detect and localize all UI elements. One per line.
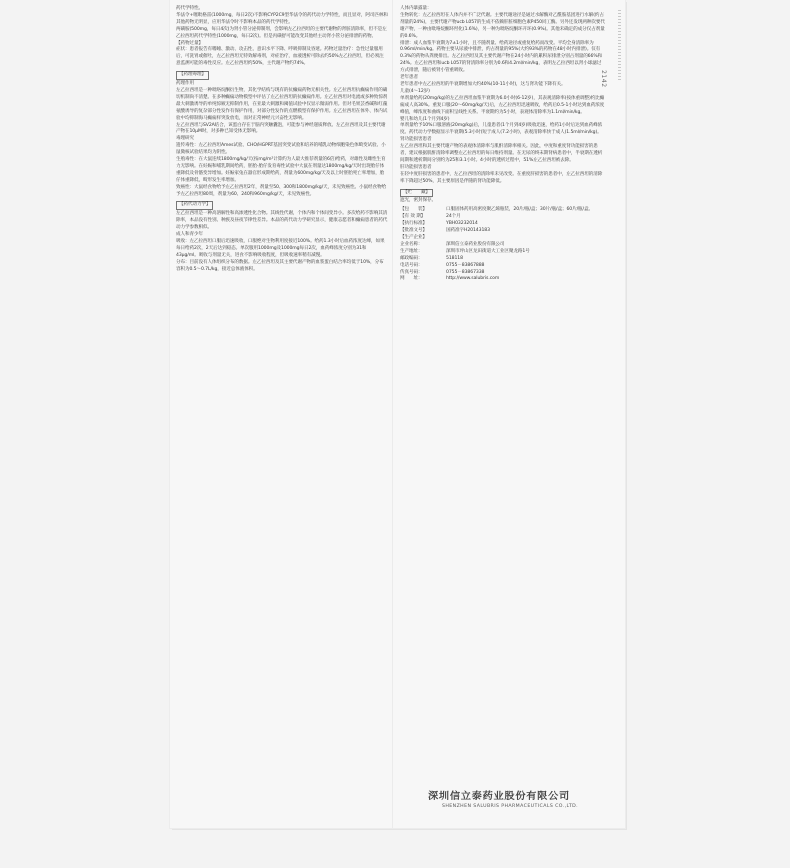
product-info-label: 生产地址： bbox=[400, 248, 423, 254]
product-info-row bbox=[400, 228, 605, 235]
section-heading: 【药代动力学】 bbox=[176, 201, 213, 210]
paragraph: 【药物过量】 bbox=[176, 40, 203, 46]
product-info-row bbox=[400, 256, 605, 263]
product-info-value: 0755－83867888 bbox=[446, 262, 485, 268]
product-info-label: 网 址： bbox=[400, 276, 423, 282]
product-info-row bbox=[400, 214, 605, 221]
paragraph: 老年患者中左乙拉西坦的半衰期增加大约40%(10-11小时)，这与肾功能下降有关。 bbox=[400, 81, 566, 87]
paragraph: 人体内暴露量： bbox=[400, 6, 432, 11]
paragraph: 肾功能损害患者 bbox=[400, 137, 432, 143]
column-divider bbox=[392, 0, 393, 828]
paragraph: 儿童(4～12岁) bbox=[400, 88, 430, 94]
product-info-value: 国药准字H20143183 bbox=[446, 228, 490, 234]
paragraph: 遮光，密封保存。 bbox=[400, 198, 436, 204]
paragraph: 排泄：成人血浆半衰期为7±1小时，且不随剂量、给药途径或重复给药而改变。平均全身清除率为0.96ml/min/kg。药物主要从尿液中排泄，约占剂量的95%(大约93%的药物在48小时内排泄)。仅有0.3%的药物从粪便排出。左乙拉西坦及其主要代谢产物在24小时内的累积尿排泄分别占剂量的66%和24%。左乙拉西坦和ucb L057的肾清除率分别为0.6和4.2ml/min/kg，表明左乙拉西坦以肾小球滤过方式排泄，随后被肾小管重吸收。 bbox=[400, 40, 603, 74]
paragraph: 老年患者 bbox=[400, 75, 418, 81]
company-name: 深圳信立泰药业股份有限公司 bbox=[428, 791, 570, 802]
paragraph: 左乙拉西坦是一种吡咯烷酮衍生物，其化学结构与现有的抗癫痫药物无相关性。左乙拉西坦抗癫痫作用的确切机制尚不清楚。在多种癫痫动物模型中评估了左乙拉西坦的抗癫痫作用。左乙拉西坦对电流或多种致惊剂最大刺激诱导的单纯惊厥无抑制作用，在亚最大刺激和阈值试验中仅显示微弱作用。但对毛果芸香碱和红藻氨酸诱导的复杂部分性发作有保护作用，对部分性发作的点燃模型有保护作用。左乙拉西坦在体外、体内试验中均抑制海马癫痫样突发放电，而对正常神经元兴奋性无影响。 bbox=[176, 87, 388, 121]
product-info-label: 传真号码： bbox=[400, 269, 423, 275]
side-code: 2142 bbox=[600, 70, 607, 88]
section-heading: 【贮 藏】 bbox=[400, 189, 433, 198]
product-info-label: 邮政编码： bbox=[400, 255, 423, 261]
paragraph: 两磺胺(500mg，每日4次)为肾小管分泌抑制剂，会影响左乙拉西坦的主要代谢物的肾脏清除率，但不是左乙拉西坦药代学特性(1000mg，每日2次)。但是丙磺舒可能改变其他经主动肾小管分泌排泄的药物。 bbox=[176, 26, 387, 39]
paragraph: 药理作用 bbox=[176, 81, 194, 87]
paragraph: 吸收：左乙拉西坦口服后迅速吸收，口服绝对生物利用度接近100%。给药1.3小时后血药浓度达峰，如果每日给药2次，2天后达到稳态。单次服用1000mg及1000mg每日2次，血药峰浓度分别为31和43μg/ml。吸收与剂量无关，进食不影响吸收程度，但吸收速率稍有减慢。 bbox=[176, 239, 385, 258]
product-info-label: 【生产企业】 bbox=[400, 235, 427, 240]
right-column-text bbox=[400, 6, 605, 205]
paragraph: 华法令+噻吡格雷(1000mg，每日2次)不影响CYP2C9型华法令的药代动力学特性，而且显对，阿司匹林和其他药物无明显，应用华法令时不影响本品的药代学特性。 bbox=[176, 12, 388, 25]
section-heading: 【药理毒理】 bbox=[176, 71, 209, 80]
product-info-value: 24个月 bbox=[446, 214, 461, 220]
right-column bbox=[400, 6, 605, 283]
product-info-row bbox=[400, 249, 605, 256]
left-column bbox=[176, 6, 388, 274]
product-info-label: 【包 装】 bbox=[400, 207, 427, 213]
paragraph: 肝功能损害患者 bbox=[400, 164, 432, 170]
paragraph: 致癌性：大鼠经食物给予左乙拉西坦2年，剂量至50、300和1800mg/kg/天，未见致癌性。小鼠经食物给予左乙拉西坦80周，剂量为60、240和960mg/kg/天，未见致癌性。 bbox=[176, 184, 386, 197]
paragraph: 在轻中度肝损害的患者中，左乙拉西坦的清除率未见改变。在重度肝损害的患者中，左乙拉西坦的清除率下降超过50%，其主要原因是伴随的肾功能降低。 bbox=[400, 171, 603, 184]
product-info-label: 企业名称： bbox=[400, 241, 423, 247]
product-info-row bbox=[400, 235, 605, 242]
product-info-value: 深圳市坪山区龙田街道大工业区聚龙路1号 bbox=[446, 248, 530, 254]
leaflet-page bbox=[170, 0, 625, 828]
product-info-label: 【批准文号】 bbox=[400, 228, 427, 234]
product-info-row bbox=[400, 242, 605, 249]
paragraph: 左乙拉西坦与SV2A结合，该蛋白存在于脑内突触囊泡，可能参与神经递质释放。左乙拉西坦及其主要代谢产物在10μM时，对多种已知受体无影响。 bbox=[176, 122, 386, 135]
product-info-row bbox=[400, 276, 605, 283]
product-info-label: 【有 效 期】 bbox=[400, 214, 426, 220]
company-name-english: SHENZHEN SALUBRIS PHARMACEUTICALS CO.,LTD. bbox=[442, 804, 578, 809]
paragraph: 症状：患者报告有嗜睡、激动、攻击性、意识水平下降、呼吸抑制及昏迷。药物过量治疗：急性过量服用后，可洗胃或催吐，左乙拉西坦无特效解毒剂，对症治疗，血液透析可除去约50%左乙拉西坦，但必须注意监测可能的毒性反应。左乙拉西坦约50%，主代谢产物约74%。 bbox=[176, 47, 384, 67]
paragraph: 单剂量给药(20mg/kg)的左乙拉西坦血浆半衰期为6.0小时(6-12岁)，其表观清除率(按体重调整)约比癫痫成人高30%。重复口服(20～60mg/kg/天)后，左乙拉西坦迅速吸收，给药后0.5-1小时达到血药浓度峰值，峰浓度和曲线下面积呈线性关系。半衰期约为5小时，表观体清除率为1.1ml/min/kg。 bbox=[400, 95, 605, 115]
product-info-value: 深圳信立泰药业股份有限公司 bbox=[446, 241, 505, 247]
paragraph: 成人和青少年 bbox=[176, 232, 203, 238]
product-info-row bbox=[400, 270, 605, 277]
paragraph: 生物转化：左乙拉西坦在人体内并不广泛代谢。主要代谢途径是通过水解酶对乙酰胺基团进行水解(约占剂量的24%)，主要代谢产物ucb L057的生成不依赖肝脏细胞色素P450同工酶。另外还发现两种次要代谢产物，一种由吡咯烷酮环羟化(1.6%)，另一种为吡咯烷酮环开环(0.9%)。其他未确定的成分仅占剂量的0.6%。 bbox=[400, 12, 605, 39]
product-info-row bbox=[400, 263, 605, 270]
product-info-label: 电话号码： bbox=[400, 262, 423, 268]
paragraph: 婴儿和幼儿(1个月到4岁) bbox=[400, 116, 450, 122]
paragraph: 左乙拉西坦和其主要代谢产物的表观体清除率与肌酐清除率相关。因此，中度和重度肾功能损害的患者，建议根据肌酐清除率调整左乙拉西坦的每日维持剂量。在无尿的终末期肾病患者中，半衰期在透析间期和透析期间分别约为25和3.1小时。4小时的透析过程中，51%左乙拉西坦被去除。 bbox=[400, 144, 603, 163]
product-info-label: 【执行标准】 bbox=[400, 221, 427, 227]
paragraph: 单剂量给予10%口服溶液(20mg/kg)后，儿童患者(1个月到4岁)吸收迅速，给药1小时后达到血药峰浓度。药代动力学数据显示半衰期(5.3小时)短于成人(7.2小时)，表观清除率快于成人(1.5ml/min/kg)。 bbox=[400, 123, 603, 136]
paragraph: 遗传毒性：左乙拉西坦Ames试验、CHO/HGPRT基因突变试验和培养的哺乳动物细胞染色体畸变试验、小鼠微核试验结果均为阴性。 bbox=[176, 143, 386, 156]
product-info-table bbox=[400, 207, 605, 283]
product-info-value: YBH03232014 bbox=[446, 221, 478, 227]
paragraph: 药代学特性。 bbox=[176, 6, 203, 11]
paragraph: 左乙拉西坦是一种高溶解性和高渗透性化合物。其线性代谢，个体内和个体间变异小。多次给药不影响其清除率，本品没有性别、种族及昼夜节律性差异。本品的药代动力学研究显示，健康志愿者和癫痫患者的药代动力学参数相似。 bbox=[176, 211, 388, 231]
product-info-value: http://www.salubris.com bbox=[446, 276, 500, 282]
paragraph: 毒理研究 bbox=[176, 136, 194, 142]
product-info-row bbox=[400, 221, 605, 228]
paragraph: 分布：目前没有人体组织分布的数据。左乙拉西坦及其主要代谢产物的血浆蛋白结合率均低于10%，分布容积为0.5～0.7L/kg，接近总体液体积。 bbox=[176, 259, 384, 272]
product-info-value: 口服固体药用高密度聚乙烯瓶装，20片/瓶/盒；30片/瓶/盒；60片/瓶/盒。 bbox=[446, 207, 593, 213]
paragraph: 生殖毒性：在大鼠连续1800mg/kg/天(按mg/m²计算约为人最大推荐剂量的6倍)给药，对雄性及雌性生育力无影响。在妊娠和哺乳期间给药，胚胎-胎仔发育毒性试验中大鼠在剂量达1800mg/kg/天时出现胎仔体重降低及骨骼变异增加。妊娠家兔在器官形成期给药，剂量为600mg/kg/天及以上时胚胎死亡率增加，胎仔体重降低，畸形发生率增加。 bbox=[176, 157, 386, 183]
product-info-value: 518118 bbox=[446, 255, 463, 261]
product-info-row bbox=[400, 207, 605, 214]
product-info-value: 0755－83867338 bbox=[446, 269, 485, 275]
edge-marks bbox=[618, 10, 621, 80]
